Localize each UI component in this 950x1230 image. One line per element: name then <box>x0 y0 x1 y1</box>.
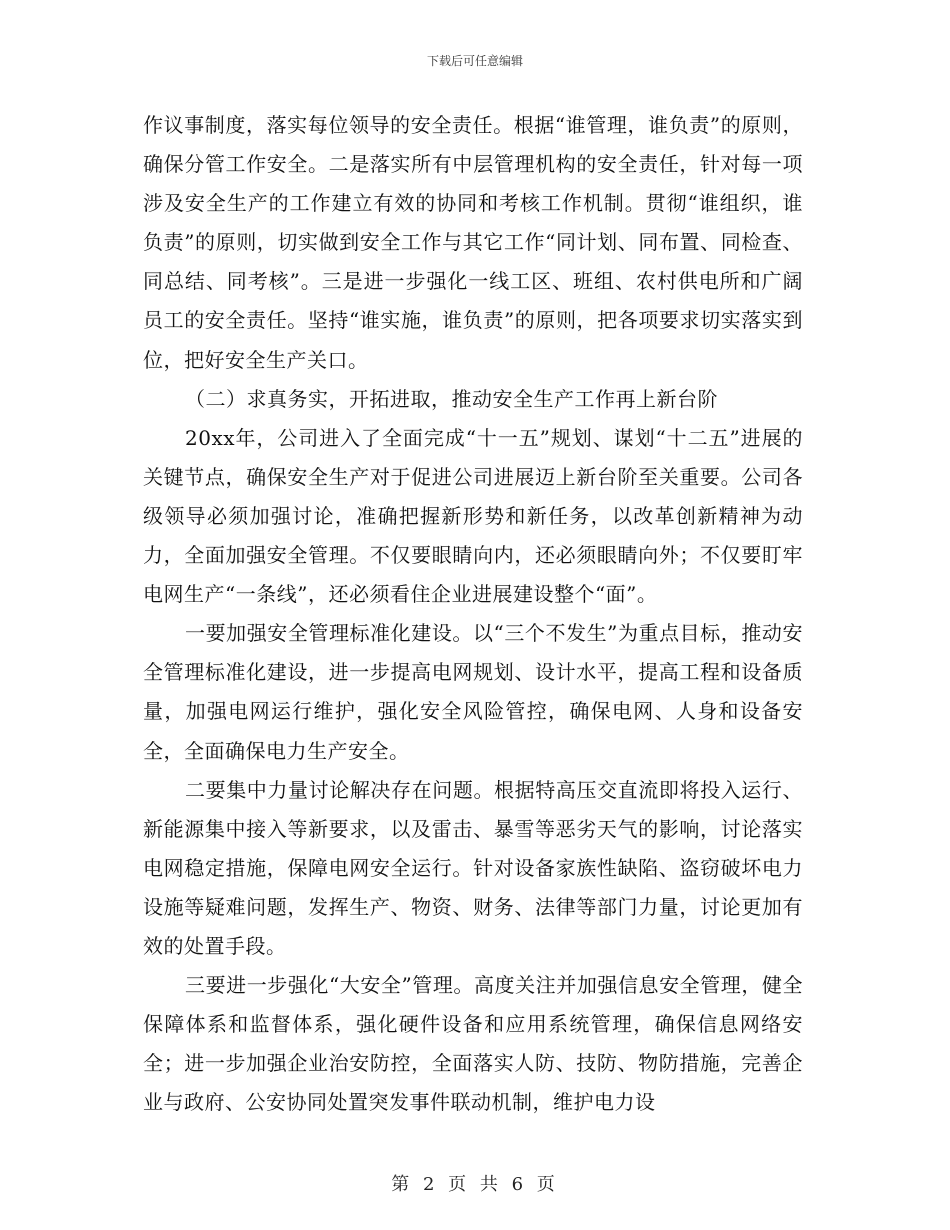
page-number: 第 2 页 共 6 页 <box>391 1174 559 1195</box>
page-header: 下载后可任意编辑 <box>426 54 523 68</box>
paragraph-4: 二要集中力量讨论解决存在问题。根据特高压交直流即将投入运行、新能源集中接入等新要求，以及雷击、暴雪等恶劣天气的影响，讨论落实电网稳定措施，保障电网安全运行。针对设备家族性缺陷、盗窃破坏电力设施等疑难问题，发挥生产、物资、财务、法律等部门力量，讨论更加有效的处置手段。 <box>143 777 803 958</box>
paragraph-3: 一要加强安全管理标准化建设。以“三个不发生”为重点目标，推动安全管理标准化建设，进一步提高电网规划、设计水平，提高工程和设备质量，加强电网运行维护，强化安全风险管控，确保电网、人身和设备安全，全面确保电力生产安全。 <box>143 621 803 763</box>
paragraph-5: 三要进一步强化“大安全”管理。高度关注并加强信息安全管理，健全保障体系和监督体系，强化硬件设备和应用系统管理，确保信息网络安全；进一步加强企业治安防控，全面落实人防、技防、物防措施，完善企业与政府、公安协同处置突发事件联动机制，维护电力设 <box>143 973 803 1115</box>
section-heading: （二）求真务实，开拓进取，推动安全生产工作再上新台阶 <box>185 386 718 411</box>
paragraph-2: 20xx年，公司进入了全面完成“十一五”规划、谋划“十二五”进展的关键节点，确保安全生产对于促进公司进展迈上新台阶至关重要。公司各级领导必须加强讨论，准确把握新形势和新任务，以改革创新精神为动力，全面加强安全管理。不仅要眼睛向内，还必须眼睛向外；不仅要盯牢电网生产“一条线”，还必须看住企业进展建设整个“面”。 <box>143 425 803 607</box>
paragraph-1: 作议事制度，落实每位领导的安全责任。根据“谁管理，谁负责”的原则，确保分管工作安全。二是落实所有中层管理机构的安全责任，针对每一项涉及安全生产的工作建立有效的协同和考核工作机制。贯彻“谁组织，谁负责”的原则，切实做到安全工作与其它工作“同计划、同布置、同检查、同总结、同考核”。三是进一步强化一线工区、班组、农村供电所和广阔员工的安全责任。坚持“谁实施，谁负责”的原则，把各项要求切实落实到位，把好安全生产关口。 <box>143 113 803 372</box>
document-body <box>143 106 803 1122</box>
